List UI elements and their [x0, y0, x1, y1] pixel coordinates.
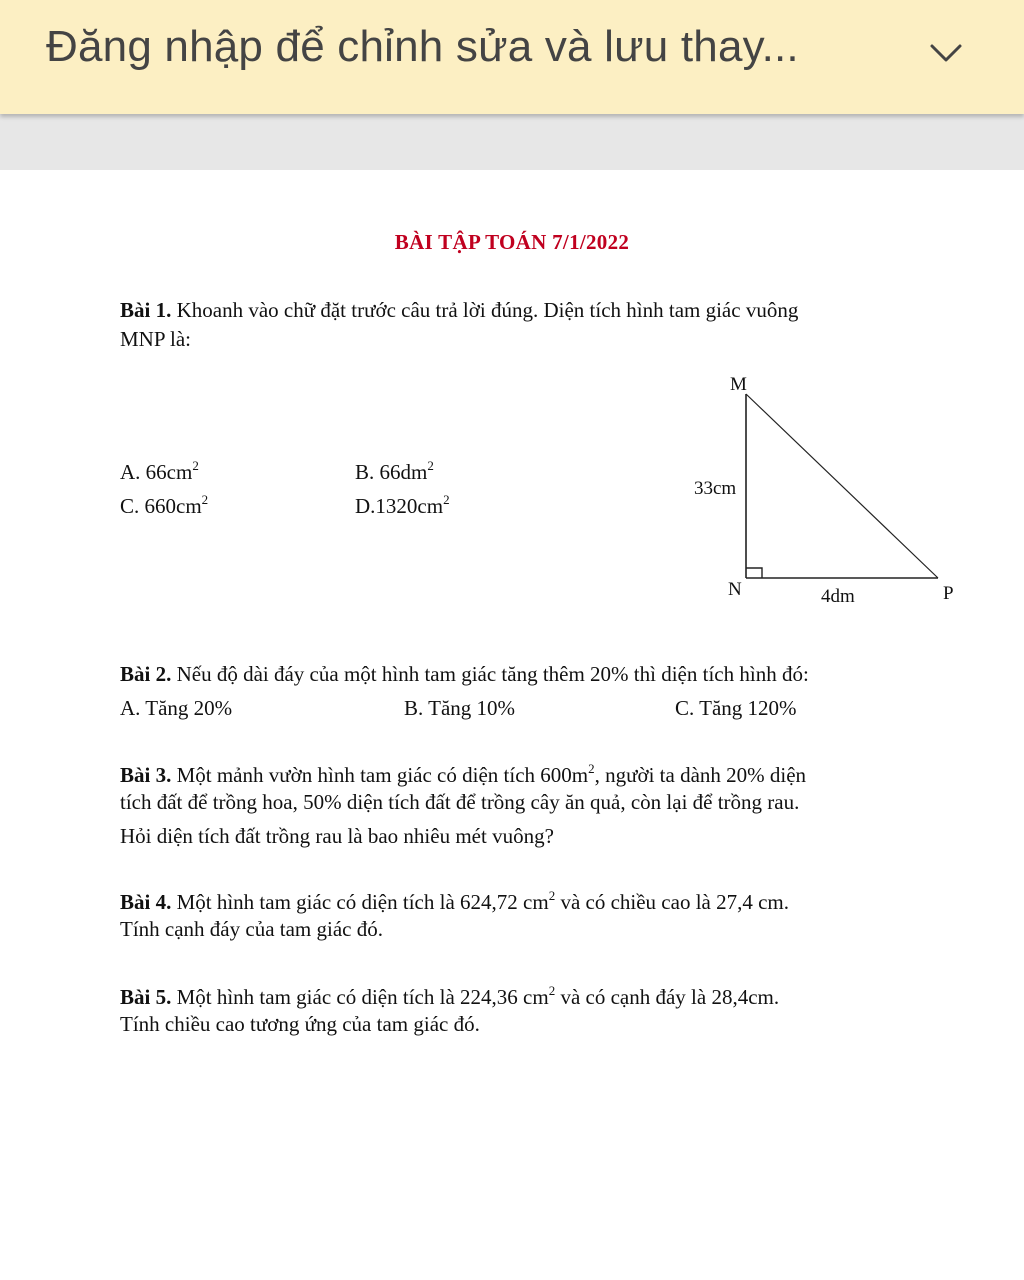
bai4-line2: Tính cạnh đáy của tam giác đó.: [120, 917, 383, 941]
chevron-down-icon[interactable]: [926, 36, 966, 70]
bai3-line1: Bài 3. Một mảnh vườn hình tam giác có diện tích $600m^2$, người ta dành 20% diện: [120, 761, 807, 787]
side-np-label: 4dm: [821, 586, 855, 607]
right-angle-mark: [746, 568, 762, 578]
bai3-line3: Hỏi diện tích đất trồng rau là bao nhiêu mét vuông?: [120, 824, 554, 848]
vertex-p-label: P: [943, 583, 954, 604]
bai3-line2: tích đất để trồng hoa, 50% diện tích đất để trồng cây ăn quả, còn lại để trồng rau.: [120, 790, 800, 814]
bai1-line2: MNP là:: [120, 327, 191, 351]
banner-title[interactable]: Đăng nhập để chỉnh sửa và lưu thay...: [46, 22, 799, 71]
sign-in-banner[interactable]: [0, 0, 1024, 114]
bai1-label: Bài 1.: [120, 298, 172, 322]
bai1-option-b: B. $66dm^2$: [355, 458, 434, 484]
bai2-text: Nếu độ dài đáy của một hình tam giác tăng thêm 20% thì diện tích hình đó:: [171, 662, 809, 686]
side-mn-label: 33cm: [694, 478, 737, 499]
side-mp: [746, 394, 938, 578]
bai1-option-c: C. $660cm^2$: [120, 492, 209, 518]
bai2-option-b: B. Tăng 10%: [404, 696, 516, 720]
bai1-option-a: A. $66cm^2$: [120, 458, 199, 484]
bai3-label: Bài 3.: [120, 763, 172, 787]
triangle-mnp-figure: [690, 370, 980, 610]
bai2-option-c: C. Tăng 120%: [675, 696, 797, 720]
bai4-line1: Bài 4. Một hình tam giác có diện tích là 624,72 $cm^2$ và có chiều cao là 27,4 cm.: [120, 888, 790, 914]
bai4-label: Bài 4.: [120, 890, 172, 914]
bai2-option-a: A. Tăng 20%: [120, 696, 233, 720]
bai2-label: Bài 2.: [120, 662, 172, 686]
bai1-option-d: $D.1320cm^2$: [355, 492, 450, 518]
vertex-n-label: N: [728, 579, 742, 600]
bai5-label: Bài 5.: [120, 985, 172, 1009]
bai5-line2: Tính chiều cao tương ứng của tam giác đó.: [120, 1012, 480, 1036]
bai5-line1: Bài 5. Một hình tam giác có diện tích là 224,36 $cm^2$ và có cạnh đáy là 28,4cm.: [120, 983, 780, 1009]
document-page: [0, 170, 1024, 1280]
bai2-line: [120, 660, 809, 688]
vertex-m-label: M: [730, 374, 747, 395]
bai1-line1: [120, 296, 798, 324]
toolbar-gap: [0, 114, 1024, 170]
document-title: BÀI TẬP TOÁN 7/1/2022: [394, 230, 630, 254]
bai1-text: Khoanh vào chữ đặt trước câu trả lời đúng. Diện tích hình tam giác vuông: [171, 298, 799, 322]
